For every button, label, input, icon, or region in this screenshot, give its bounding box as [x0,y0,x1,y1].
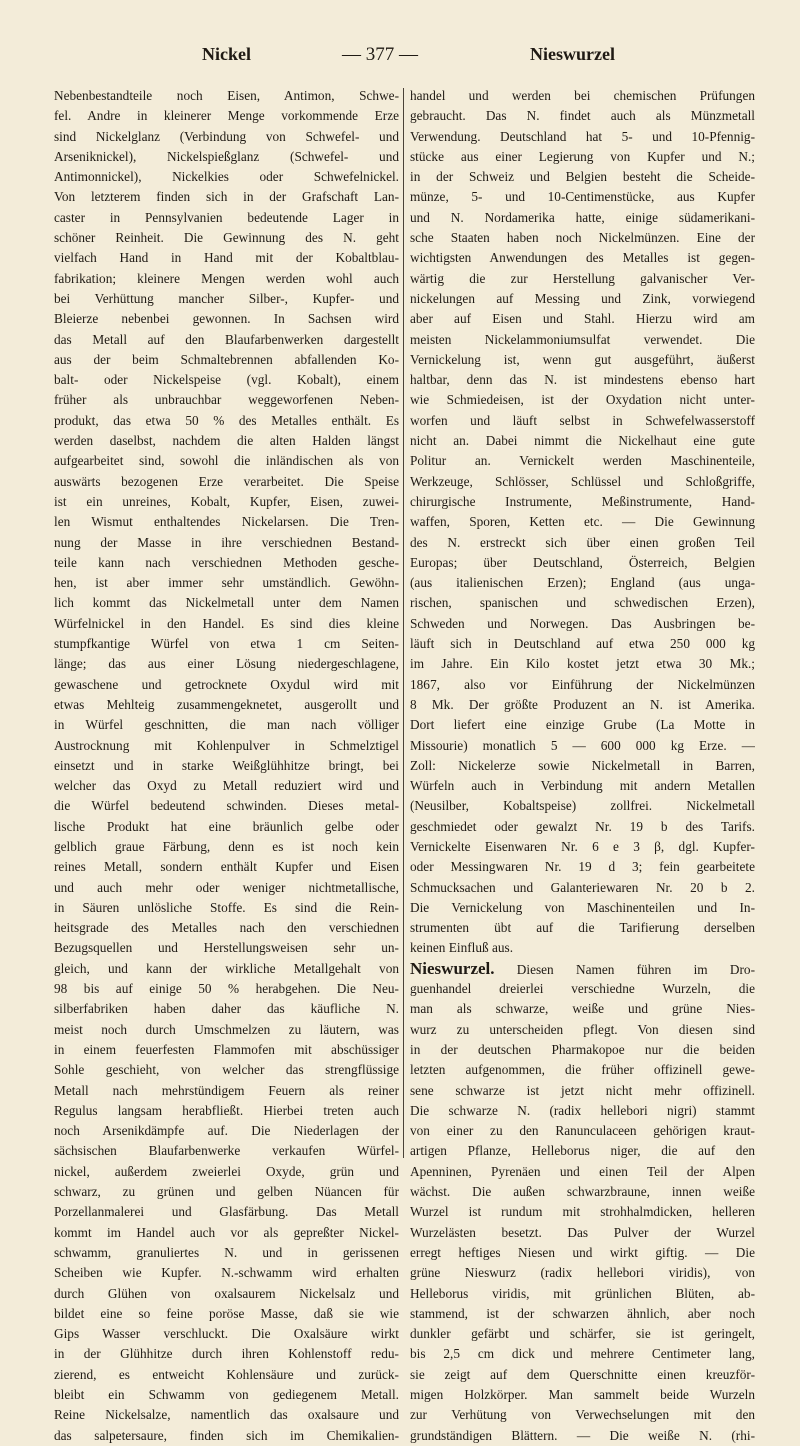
right-text-column [410,86,755,1446]
text-line: des N. erstreckt sich über einen großen Teil [410,534,755,550]
text-line: Austrocknung mit Kohlenpulver in Schmelztigel [54,737,399,753]
page-number: — 377 — [342,44,418,65]
text-line: Würfeln auch in Verbindung mit andern Metallen [410,778,755,794]
text-line: lische Produkt hat eine bräunlich gelbe oder [54,818,399,834]
text-line: nung der Masse in ihre verschiednen Bestand- [54,534,399,550]
text-line: stumpfkantige Würfel von etwa 1 cm Seiten- [54,636,399,652]
text-line: in einem feuerfesten Flammofen mit abschüssiger [54,1041,399,1057]
text-line: reines Metall, sondern enthält Kupfer und Eisen [54,859,399,875]
text-line: in Würfel geschnitten, die man nach völliger [54,717,399,733]
text-line: zierend, es entweicht Kohlensäure und zurück- [54,1366,399,1382]
text-line: produkt, das etwa 50 % des Metalles enthält. Es [54,412,399,428]
text-line: gewaschene und getrocknete Oxydul wird mit [54,676,399,692]
text-line: Politur an. Vernickelt werden Maschinenteile, [410,453,755,469]
text-line: schwamm, granuliertes N. und in gerissenen [54,1244,399,1260]
text-line: stammend, ist der schwarzen ähnlich, aber noch [410,1305,755,1321]
text-line: durch Glühen von oxalsaurem Nickelsalz und [54,1285,399,1301]
text-line: bis 2,5 cm dick und mehrere Centimeter lang, [410,1346,755,1362]
text-line: Die schwarze N. (radix hellebori nigri) stammt [410,1102,755,1118]
text-line: bei Verhüttung mancher Silber-, Kupfer- und [54,290,399,306]
text-line: Reine Nickelsalze, namentlich das oxalsaure und [54,1407,399,1423]
left-text-column [54,86,399,1446]
text-line: wurz zu unterscheiden pflegt. Von diesen sind [410,1021,755,1037]
text-line: Vernickelung ist, wenn gut ausgeführt, äußerst [410,351,755,367]
text-line: stücke aus einer Legierung von Kupfer und N.; [410,148,755,164]
text-line: aufgearbeitet sind, sowohl die inländischen als von [54,453,399,469]
text-line: Helleborus viridis, mit grünlichen Blüten, ab- [410,1285,755,1301]
text-line: worfen und läuft selbst in Schwefelwasserstoff [410,412,755,428]
text-line: Bezugsquellen und Herstellungsweisen sehr un- [54,940,399,956]
text-line: geschmiedet oder gewalzt Nr. 19 b des Tarifs. [410,818,755,834]
text-line: sind Nickelglanz (Verbindung von Schwefel- und [54,128,399,144]
text-line: die Würfel bedeutend schwinden. Dieses metal- [54,798,399,814]
text-line: ist ein unreines, Kobalt, Kupfer, Eisen, zuwei- [54,493,399,509]
entry-head-line [410,959,755,979]
text-line: fel. Andre in kleinerer Menge vorkommende Erze [54,108,399,124]
text-line: hen, ist aber immer sehr umständlich. Gewöhn- [54,575,399,591]
entry-headword: Nieswurzel. [410,958,495,978]
text-line: waffen, Sporen, Ketten etc. — Die Gewinnung [410,514,755,530]
text-line: etwas Mehlteig zusammengeknetet, ausgerollt und [54,696,399,712]
text-line: Wurzelästen besetzt. Das Pulver der Wurzel [410,1224,755,1240]
text-line: sene schwarze ist jetzt nicht mehr offizinell. [410,1082,755,1098]
text-line: Sohle geschieht, von welcher das strengflüssige [54,1062,399,1078]
text-line: Apenninen, Pyrenäen und einen Teil der Alpen [410,1163,755,1179]
text-line: Von letzterem finden sich in der Grafschaft Lan- [54,189,399,205]
text-line: und N. Nordamerika hatte, einige südamerikani- [410,209,755,225]
text-line: migen Holzkörper. Man sammelt beide Wurzeln [410,1387,755,1402]
text-line: wie Schmiedeisen, ist der Oxydation nicht unter- [410,392,755,408]
text-line: das Metall auf den Blaufarbenwerken dargestellt [54,331,399,347]
text-line: und auch mehr oder weniger nichtmetallische, [54,879,399,895]
text-line: Verwendung. Deutschland hat 5- und 10-Pfennig- [410,128,755,144]
text-line: nicht an. Dabei nimmt die Nickelhaut eine gute [410,433,755,449]
header-left-keyword: Nickel [202,44,251,64]
text-line: grüne Nieswurz (radix hellebori viridis), von [410,1265,755,1281]
text-line: guenhandel dreierlei verschiedne Wurzeln, die [410,981,755,997]
text-line: schöner Reinheit. Die Gewinnung des N. geht [54,230,399,246]
text-line: wichtigsten Anwendungen des Metalles ist gegen- [410,250,755,266]
text-line: balt- oder Nickelspeise (vgl. Kobalt), einem [54,372,399,388]
text-line: kommt im Handel auch vor als gepreßter Nickel- [54,1224,399,1240]
text-line: sächsischen Blaufarbenwerke verkaufen Würfel- [54,1143,399,1159]
text-line: gelblich graue Färbung, denn es ist noch kein [54,838,399,854]
text-line: Die Vernickelung von Maschinenteilen und In- [410,899,755,915]
text-line: fabrikation; kleinere Mengen werden wohl auch [54,270,399,286]
header-right-keyword: Nieswurzel [530,44,615,64]
text-line: sie zeigt auf dem Querschnitte einen kreuzför- [410,1366,755,1382]
text-line: Werkzeuge, Schlösser, Schlüssel und Schloßgriffe, [410,473,755,489]
text-line: Zoll: Nickelerze sowie Nickelmetall in Barren, [410,757,755,773]
text-line: wärtig die zur Herstellung galvanischer Ver- [410,270,755,286]
text-line: noch Arsenikdämpfe auf. Die Niederlagen der [54,1123,399,1139]
entry-first-line-text: Diesen Namen führen im Dro- [516,961,755,977]
text-line: in der Glühhitze durch ihren Kohlenstoff redu- [54,1346,399,1362]
text-line: meisten Nickelammoniumsulfat verwendet. Die [410,331,755,347]
text-line: oder Messingwaren Nr. 19 d 3; fein gearbeitete [410,859,755,875]
text-line: (Neusilber, Kobaltspeise) zollfrei. Nickelmetall [410,798,755,814]
running-header [110,44,710,68]
text-line: vielfach Hand in Hand mit der Kobaltblau- [54,250,399,266]
text-line: handel und werden bei chemischen Prüfungen [410,88,755,103]
text-line: Würfelnickel in den Handel. Es sind dies kleine [54,615,399,631]
text-line: 8 Mk. Der größte Produzent an N. ist Amerika. [410,696,755,712]
text-line: nickelungen auf Messing und Zink, vorwiegend [410,290,755,306]
text-line: aber auf Eisen und Stahl. Hierzu wird am [410,311,755,327]
text-line: lich kommt das Nickelmetall unter dem Namen [54,595,399,611]
text-line: gleich, und kann der wirkliche Metallgehalt von [54,960,399,976]
text-line: Missourie) monatlich 5 — 600 000 kg Erze. — [410,737,755,753]
text-line: Arseniknickel), Nickelspießglanz (Schwefel- und [54,148,399,164]
text-line: len Wismut enthaltendes Nickelarsen. Die Tren- [54,514,399,530]
text-line: man als schwarze, weiße und grüne Nies- [410,1001,755,1017]
text-line: artigen Pflanze, Helleborus niger, die auf den [410,1143,755,1159]
text-line: haltbar, denn das N. ist mindestens ebenso hart [410,372,755,388]
text-line: Porzellanmalerei und Glasfärbung. Das Metall [54,1204,399,1220]
text-line: gebraucht. Das N. findet auch als Münzmetall [410,108,755,124]
text-line: Dort liefert eine einzige Grube (La Motte in [410,717,755,733]
text-line: meist noch durch Umschmelzen zu läutern, was [54,1021,399,1037]
text-line: grundständigen Blättern. — Die weiße N. (rhi- [410,1427,755,1443]
text-line: welcher das Oxyd zu Metall reduziert wird und [54,778,399,794]
text-line: letzten aufgenommen, die früher offizinell gewe- [410,1062,755,1078]
text-line: in Säuren unlösliche Stoffe. Es sind die Rein- [54,899,399,915]
text-line: heitsgrade des Metalles nach den verschiednen [54,920,399,936]
text-line: wächst. Die außen schwarzbraune, innen weiße [410,1184,755,1200]
text-line: im Jahre. Ein Kilo kostet jetzt etwa 30 Mk.; [410,656,755,672]
text-line: bildet eine so feine poröse Masse, daß sie wie [54,1305,399,1321]
text-line: Nebenbestandteile noch Eisen, Antimon, Schwe- [54,88,399,103]
text-line: nickel, außerdem zweierlei Oxyde, grün und [54,1163,399,1179]
text-line: einsetzt und in starke Weißglühhitze bringt, bei [54,757,399,773]
text-line: Schmucksachen und Galanteriewaren Nr. 20 b 2. [410,879,755,895]
text-line: aus der beim Schmaltebrennen abfallenden Ko- [54,351,399,367]
text-line: werden daselbst, nachdem die alten Halden längst [54,433,399,449]
text-line: bleibt ein Schwamm von gediegenem Metall. [54,1387,399,1402]
text-line: schwarz, zu grünen und gelben Nüancen für [54,1184,399,1200]
text-line: in der deutschen Pharmakopoe nur die beiden [410,1041,755,1057]
text-line: erregt heftiges Niesen und wirkt giftig. — Die [410,1244,755,1260]
text-line: keinen Einfluß aus. [410,940,514,956]
text-line: teile kann nach verschiednen Methoden gesche- [54,554,399,570]
text-line: in der Schweiz und Belgien besteht die Scheide- [410,169,755,185]
text-line: (aus italienischen Erzen); England (aus unga- [410,575,755,591]
text-line: das salpetersaure, finden sich im Chemikalien- [54,1427,399,1443]
text-line: Scheiben wie Kupfer. N.-schwamm wird erhalten [54,1265,399,1281]
text-line: münze, 5- und 10-Centimenstücke, aus Kupfer [410,189,755,205]
text-line: läuft sich in Deutschland auf etwa 250 000 kg [410,636,755,652]
text-line: Gips Wasser verschluckt. Die Oxalsäure wirkt [54,1326,399,1342]
text-line: strumenten übt auf die Tarifierung derselben [410,920,755,936]
text-line: chirurgische Instrumente, Meßinstrumente, Hand- [410,493,755,509]
text-line: Wurzel ist rundum mit strohhalmdicken, helleren [410,1204,755,1220]
text-line: früher als unbrauchbar weggeworfenen Neben- [54,392,399,408]
text-line: caster in Pennsylvanien bedeutende Lager in [54,209,399,225]
text-line: dunkler gefärbt und schärfer, sie ist geringelt, [410,1326,755,1342]
text-line: Metall nach mehrstündigem Feuern als reiner [54,1082,399,1098]
text-line: Vernickelte Eisenwaren Nr. 6 e 3 β, dgl. Kupfer- [410,838,755,854]
text-line: Bleierze nebenbei gewonnen. In Sachsen wird [54,311,399,327]
column-divider [403,88,404,1158]
text-line: länge; das aus einer Lösung niedergeschlagene, [54,656,399,672]
text-line: Regulus langsam herabfließt. Hierbei treten auch [54,1102,399,1118]
text-line: von einer zu den Ranunculaceen gehörigen kraut- [410,1123,755,1139]
text-line: 98 bis auf einige 50 % herabgehen. Die Neu- [54,981,399,997]
text-line: Schweden und Norwegen. Das Ausbringen be- [410,615,755,631]
text-line: auswärts bezogenen Erze verarbeitet. Die Speise [54,473,399,489]
text-line: silberfabriken haben daher das käufliche N. [54,1001,399,1017]
text-line: Antimonnickel), Nickelkies oder Schwefelnickel. [54,169,399,185]
text-line: Europas; über Deutschland, Österreich, Belgien [410,554,755,570]
text-line: sche Staaten haben noch Nickelmünzen. Eine der [410,230,755,246]
text-line: 1867, also vor Einführung der Nickelmünzen [410,676,755,692]
text-line: rischen, spanischen und schwedischen Erzen), [410,595,755,611]
text-line: zur Verhütung von Verwechselungen mit den [410,1407,755,1423]
